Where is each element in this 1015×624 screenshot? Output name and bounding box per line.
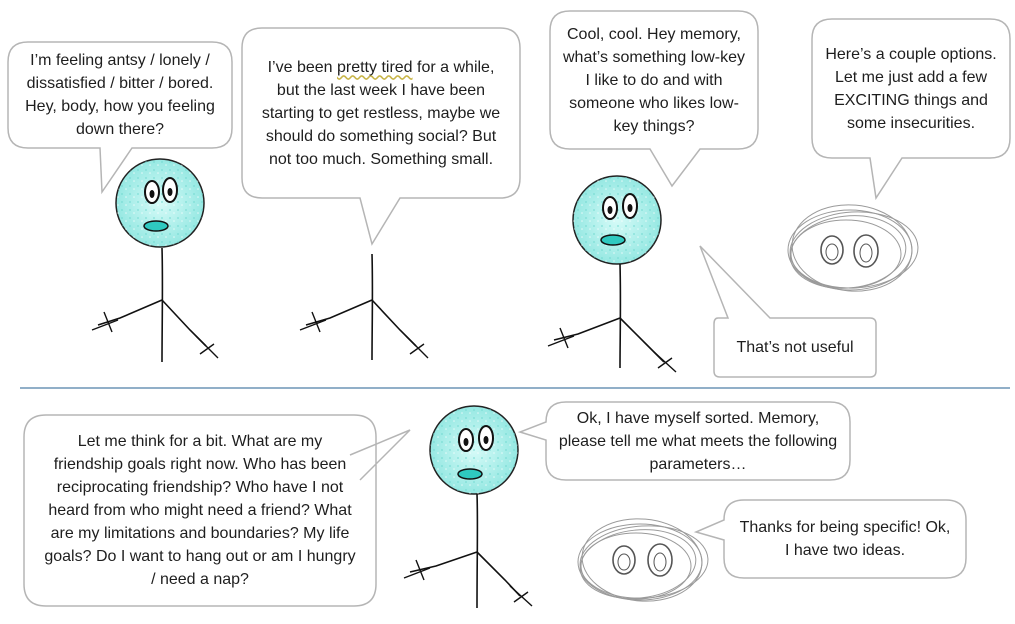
speech-bubble-p3-memory	[814, 21, 1008, 156]
stick-figure-3	[548, 176, 676, 372]
speech-text: Ok, I have myself sorted. Memory, please tell me what meets the following parameters…	[558, 409, 838, 473]
stick-figure-4	[404, 406, 532, 608]
mouth	[601, 235, 625, 245]
speech-text: Let me think for a bit. What are my friendship goals right now. Who has been reciprocating friendship? Who have I not heard from who might need a friend? What are my limitations and boundaries? My life goals? Do I want to hang out or am I hungry / need a nap?	[44, 433, 356, 588]
stick-figure-1	[92, 159, 218, 362]
mouth	[458, 469, 482, 479]
speech-bubble-p4-mind	[548, 404, 848, 478]
speech-bubble-p1	[10, 44, 230, 146]
memory-scribble-3	[787, 200, 920, 296]
speech-bubble-p3-mind	[552, 13, 756, 147]
speech-bubble-p2	[246, 32, 516, 194]
mouth	[144, 221, 168, 231]
speech-text: I’m feeling antsy / lonely / dissatisfied / bitter / bored. Hey, body, how you feeling down there?	[25, 52, 215, 138]
memory-scribble-4	[577, 514, 710, 606]
speech-bubble-p4-memory	[726, 502, 964, 576]
speech-bubble-p3-reply	[716, 320, 874, 375]
speech-text: I’ve been pretty tired for a while, but the last week I have been starting to get restless, maybe we should do something social? But not too much. Something small.	[261, 58, 501, 168]
speech-text: That’s not useful	[736, 339, 854, 356]
spellcheck-marked-text: pretty tired	[336, 58, 413, 76]
stick-body-2	[300, 254, 428, 360]
speech-text: Thanks for being specific! Ok, I have two ideas.	[739, 519, 951, 559]
speech-text: Here’s a couple options. Let me just add a few EXCITING things and some insecurities.	[825, 45, 997, 132]
thought-bubble-p4	[28, 418, 372, 603]
speech-text: Cool, cool. Hey memory, what’s something low-key I like to do and with someone who likes low-key things?	[562, 25, 745, 135]
